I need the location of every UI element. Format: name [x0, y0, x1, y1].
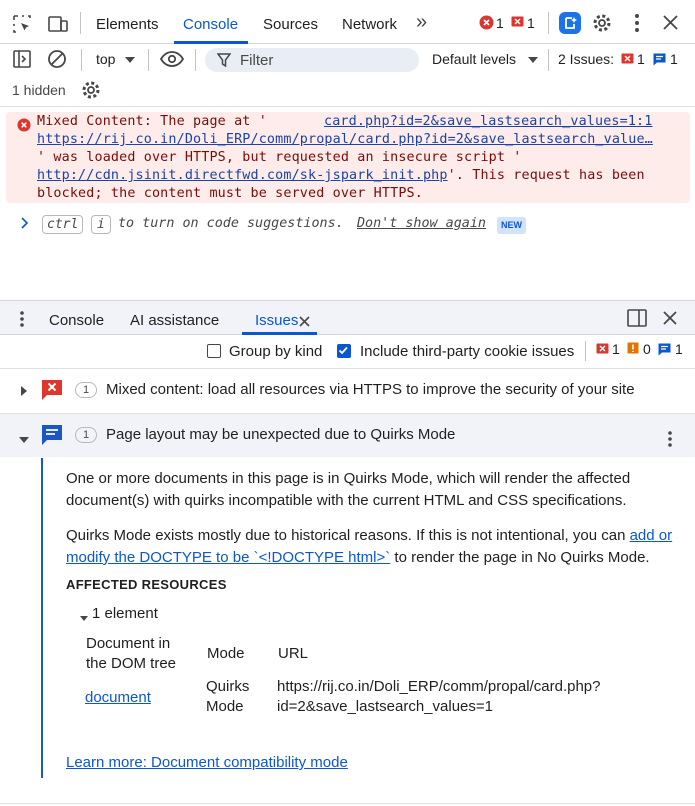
- devtools-tabbar: [0, 0, 695, 44]
- drawer-tabbar: [0, 300, 695, 335]
- drawer-tab-console[interactable]: Console: [49, 312, 105, 329]
- details-paragraph-1b: document(s) with quirks incompatible with the current HTML and CSS specifications.: [66, 492, 627, 509]
- issues-error-icon: [621, 53, 634, 69]
- modify-doctype-link[interactable]: modify the DOCTYPE to be `<!DOCTYPE html>`: [66, 549, 391, 566]
- settings-gear-icon[interactable]: [592, 13, 612, 36]
- error-line-5: blocked; the content must be served over HTTPS.: [37, 186, 423, 201]
- drawer-warning-icon: [627, 342, 639, 359]
- script-url-link[interactable]: http://cdn.jsinit.directfwd.com/sk-jspark_init.php: [37, 168, 448, 183]
- issue-mixed-content[interactable]: [0, 368, 695, 412]
- tab-elements[interactable]: Elements: [96, 16, 159, 33]
- issue-info-icon: [41, 424, 63, 449]
- filter-placeholder: Filter: [240, 52, 274, 69]
- console-toolbar: [0, 44, 695, 74]
- issue-count-pill: 1: [75, 427, 97, 443]
- error-line-4: [37, 168, 645, 183]
- close-drawer-icon[interactable]: [663, 311, 677, 328]
- issue-title: Page layout may be unexpected due to Quirks Mode: [106, 426, 456, 443]
- details-paragraph-2b: [66, 547, 650, 569]
- mode-value-1: Quirks: [206, 678, 250, 695]
- page-url-link[interactable]: https://rij.co.in/Doli_ERP/comm/propal/card.php?id=2&save_lastsearch_value…: [37, 132, 653, 147]
- code-suggestions-hint: to turn on code suggestions.: [118, 216, 344, 231]
- drawer-tab-issues[interactable]: Issues: [255, 312, 299, 329]
- tab-network[interactable]: Network: [342, 16, 398, 33]
- levels-dropdown-icon[interactable]: [527, 53, 539, 69]
- drawer-error-icon: [596, 343, 609, 359]
- element-toggle-icon[interactable]: [79, 610, 89, 626]
- issue-count-icon[interactable]: [511, 16, 524, 32]
- error-line-3: ' was loaded over HTTPS, but requested an insecure script ': [37, 150, 522, 165]
- ai-assistant-icon[interactable]: [558, 11, 582, 38]
- affected-resources-header: AFFECTED RESOURCES: [66, 577, 227, 592]
- drawer-info-count: 1: [675, 341, 683, 357]
- element-count[interactable]: 1 element: [92, 605, 158, 622]
- hidden-count: 1 hidden: [12, 82, 66, 98]
- column-dom-tree-2: the DOM tree: [86, 655, 177, 672]
- new-badge: NEW: [497, 217, 526, 234]
- live-expression-eye-icon[interactable]: [160, 51, 184, 70]
- group-by-kind-label: Group by kind: [229, 343, 323, 360]
- error-line-1: [37, 114, 267, 129]
- include-third-party-label: Include third-party cookie issues: [360, 343, 575, 360]
- console-error-message: [6, 112, 690, 203]
- drawer-menu-icon[interactable]: [19, 310, 25, 331]
- document-link[interactable]: document: [85, 689, 151, 706]
- error-line-4-text: '. This request has been: [447, 168, 645, 183]
- more-tabs-icon[interactable]: »: [416, 11, 428, 33]
- dont-show-again-link[interactable]: Don't show again: [357, 216, 486, 231]
- device-toolbar-icon[interactable]: [47, 14, 69, 37]
- group-by-kind-checkbox[interactable]: [207, 344, 221, 358]
- i-key: i: [91, 215, 111, 234]
- issues-error-count: 1: [637, 51, 645, 67]
- drawer-info-icon: [658, 343, 671, 359]
- dock-side-icon[interactable]: [627, 309, 647, 330]
- close-issues-tab-icon[interactable]: [299, 314, 310, 330]
- url-value-1: https://rij.co.in/Doli_ERP/comm/propal/card.php?: [277, 678, 601, 695]
- expand-chevron-icon[interactable]: [20, 384, 28, 400]
- issues-info-icon: [653, 53, 666, 69]
- sidebar-toggle-icon[interactable]: [12, 49, 32, 72]
- column-mode: Mode: [207, 645, 245, 662]
- add-doctype-link[interactable]: add or: [629, 527, 673, 544]
- log-levels-dropdown[interactable]: Default levels: [432, 51, 517, 67]
- issue-error-icon: [41, 379, 63, 404]
- drawer-tab-ai-assistance[interactable]: AI assistance: [130, 312, 220, 329]
- source-location-link[interactable]: card.php?id=2&save_lastsearch_values=1:1: [324, 114, 653, 129]
- issue-count: 1: [527, 15, 535, 31]
- issue-details-border: [41, 458, 43, 778]
- filter-funnel-icon: [217, 53, 231, 70]
- context-dropdown-icon[interactable]: [124, 53, 136, 69]
- prompt-chevron-icon: [20, 216, 30, 232]
- ctrl-key: ctrl: [42, 215, 83, 234]
- error-count-icon[interactable]: [479, 15, 494, 33]
- inspect-element-icon[interactable]: [12, 14, 32, 37]
- console-settings-gear-icon[interactable]: [81, 80, 101, 103]
- tab-sources[interactable]: Sources: [263, 16, 319, 33]
- drawer-error-count: 1: [612, 341, 620, 357]
- clear-console-icon[interactable]: [47, 49, 67, 72]
- error-count: 1: [496, 15, 504, 31]
- details-paragraph-1a: One or more documents in this page is in Quirks Mode, which will render the affected: [66, 470, 631, 487]
- issue-quirks-mode[interactable]: [0, 413, 695, 457]
- url-value-2: id=2&save_lastsearch_values=1: [277, 698, 493, 715]
- details-text: to render the page in No Quirks Mode.: [390, 549, 650, 566]
- issues-link[interactable]: 2 Issues:: [558, 51, 615, 67]
- issue-menu-icon[interactable]: [667, 430, 673, 451]
- column-url: URL: [278, 645, 309, 662]
- details-text: Quirks Mode exists mostly due to historical reasons. If this is not intentional, you can: [66, 527, 630, 544]
- issue-title: Mixed content: load all resources via HTTPS to improve the security of your site: [106, 381, 635, 398]
- more-options-icon[interactable]: [634, 13, 640, 36]
- mode-value-2: Mode: [206, 698, 244, 715]
- filter-input[interactable]: [205, 48, 419, 72]
- error-icon: [17, 118, 31, 135]
- close-devtools-icon[interactable]: [663, 15, 678, 33]
- issue-count-pill: 1: [75, 382, 97, 398]
- column-dom-tree-1: Document in: [86, 635, 171, 652]
- context-selector[interactable]: top: [96, 51, 116, 67]
- issues-info-count: 1: [670, 51, 678, 67]
- tab-console[interactable]: Console: [183, 16, 239, 33]
- error-text: Mixed Content: The page at ': [37, 114, 267, 129]
- include-third-party-checkbox[interactable]: [337, 344, 351, 358]
- drawer-warning-count: 0: [643, 341, 651, 357]
- collapse-chevron-icon[interactable]: [18, 431, 30, 447]
- details-paragraph-2a: [66, 525, 672, 547]
- learn-more-link[interactable]: Learn more: Document compatibility mode: [66, 754, 348, 771]
